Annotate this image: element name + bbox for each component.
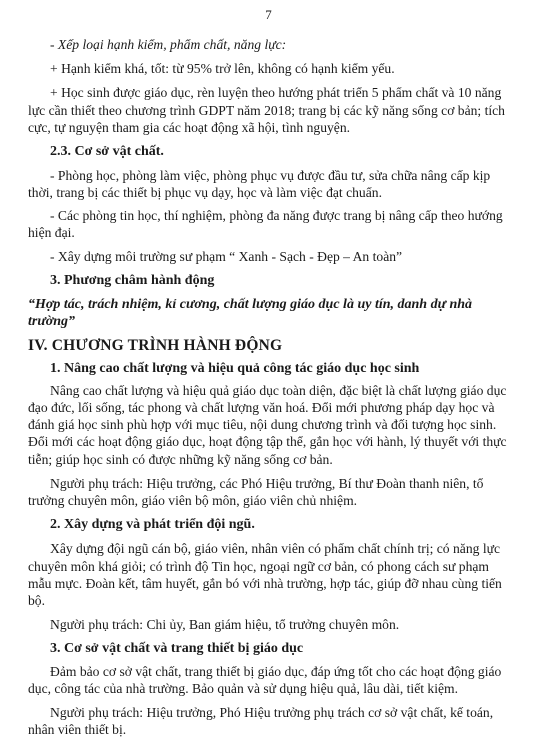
paragraph-conduct-percent: + Hạnh kiểm khá, tốt: từ 95% trở lên, không có hạnh kiểm yếu. — [50, 61, 395, 77]
paragraph-responsible-3: Người phụ trách: Hiệu trưởng, Phó Hiệu trưởng phụ trách cơ sở vật chất, kế toán, nhân viên thiết bị. — [28, 705, 494, 738]
paragraph-education-quality: Nâng cao chất lượng và hiệu quả giáo dục toàn diện, đặc biệt là chất lượng giáo dục đạo đức, lối sống, tác phong và chất lượng văn hoá. Đổi mới phương pháp dạy học và đánh giá học sinh phù hợp với mục tiêu, nội dung chương trình và đối tượng học sinh. Đổi mới các hoạt động giáo dục, hoạt động tập thể, gắn học với hành, lý thuyết với thực tiễn; giúp học sinh có được những kỹ năng sống cơ bản. — [28, 382, 507, 467]
document-body — [28, 36, 515, 739]
heading-education-quality: 1. Nâng cao chất lượng và hiệu quả công tác giáo dục học sinh — [50, 360, 420, 376]
paragraph-classrooms: - Phòng học, phòng làm việc, phòng phục vụ được đầu tư, sửa chữa nâng cấp kịp thời, trang bị các thiết bị phục vụ dạy, học và làm việc đạt chuẩn. — [28, 168, 491, 201]
section-title-action-program: IV. CHƯƠNG TRÌNH HÀNH ĐỘNG — [28, 337, 283, 355]
paragraph-staff-development: Xây dựng đội ngũ cán bộ, giáo viên, nhân viên có phẩm chất chính trị; có năng lực chuyên môn khá giỏi; có trình độ Tin học, ngoại ngữ cơ bản, có phong cách sư phạm mẫu mực. Đoàn kết, tâm huyết, gắn bó với nhà trường, hợp tác, giúp đỡ nhau cùng tiến bộ. — [28, 541, 502, 609]
heading-motto: 3. Phương châm hành động — [50, 273, 215, 289]
paragraph-environment: - Xây dựng môi trường sư phạm “ Xanh - Sạch - Đẹp – An toàn” — [50, 249, 403, 265]
heading-equipment: 3. Cơ sở vật chất và trang thiết bị giáo dục — [50, 641, 304, 657]
motto-text: “Hợp tác, trách nhiệm, kỉ cương, chất lượng giáo dục là uy tín, danh dự nhà trường” — [28, 297, 473, 330]
heading-staff-development: 2. Xây dựng và phát triển đội ngũ. — [50, 517, 255, 533]
paragraph-responsible-1: Người phụ trách: Hiệu trưởng, các Phó Hiệu trưởng, Bí thư Đoàn thanh niên, tổ trưởng chuyên môn, giáo viên bộ môn, giáo viên chủ nhiệm. — [28, 475, 484, 509]
page-number: 7 — [265, 7, 272, 22]
paragraph-conduct-rating: - Xếp loại hạnh kiểm, phẩm chất, năng lực: — [50, 37, 287, 52]
paragraph-responsible-2: Người phụ trách: Chi ủy, Ban giám hiệu, tổ trưởng chuyên môn. — [50, 617, 400, 633]
heading-facilities: 2.3. Cơ sở vật chất. — [50, 144, 164, 160]
paragraph-labs: - Các phòng tin học, thí nghiệm, phòng đa năng được trang bị nâng cấp theo hướng hiện đại. — [28, 207, 503, 240]
paragraph-equipment: Đảm bảo cơ sở vật chất, trang thiết bị giáo dục, đáp ứng tốt cho các hoạt động giáo dục, công tác của nhà trường. Bảo quản và sử dụng hiệu quả, lâu dài, tiết kiệm. — [28, 663, 502, 696]
paragraph-student-skills: + Học sinh được giáo dục, rèn luyện theo hướng phát triển 5 phẩm chất và 10 năng lực cần thiết theo chương trình GDPT năm 2018; trang bị các kỹ năng sống cơ bản; tích cực, tự nguyện tham gia các hoạt động xã hội, tình nguyện. — [28, 85, 505, 135]
